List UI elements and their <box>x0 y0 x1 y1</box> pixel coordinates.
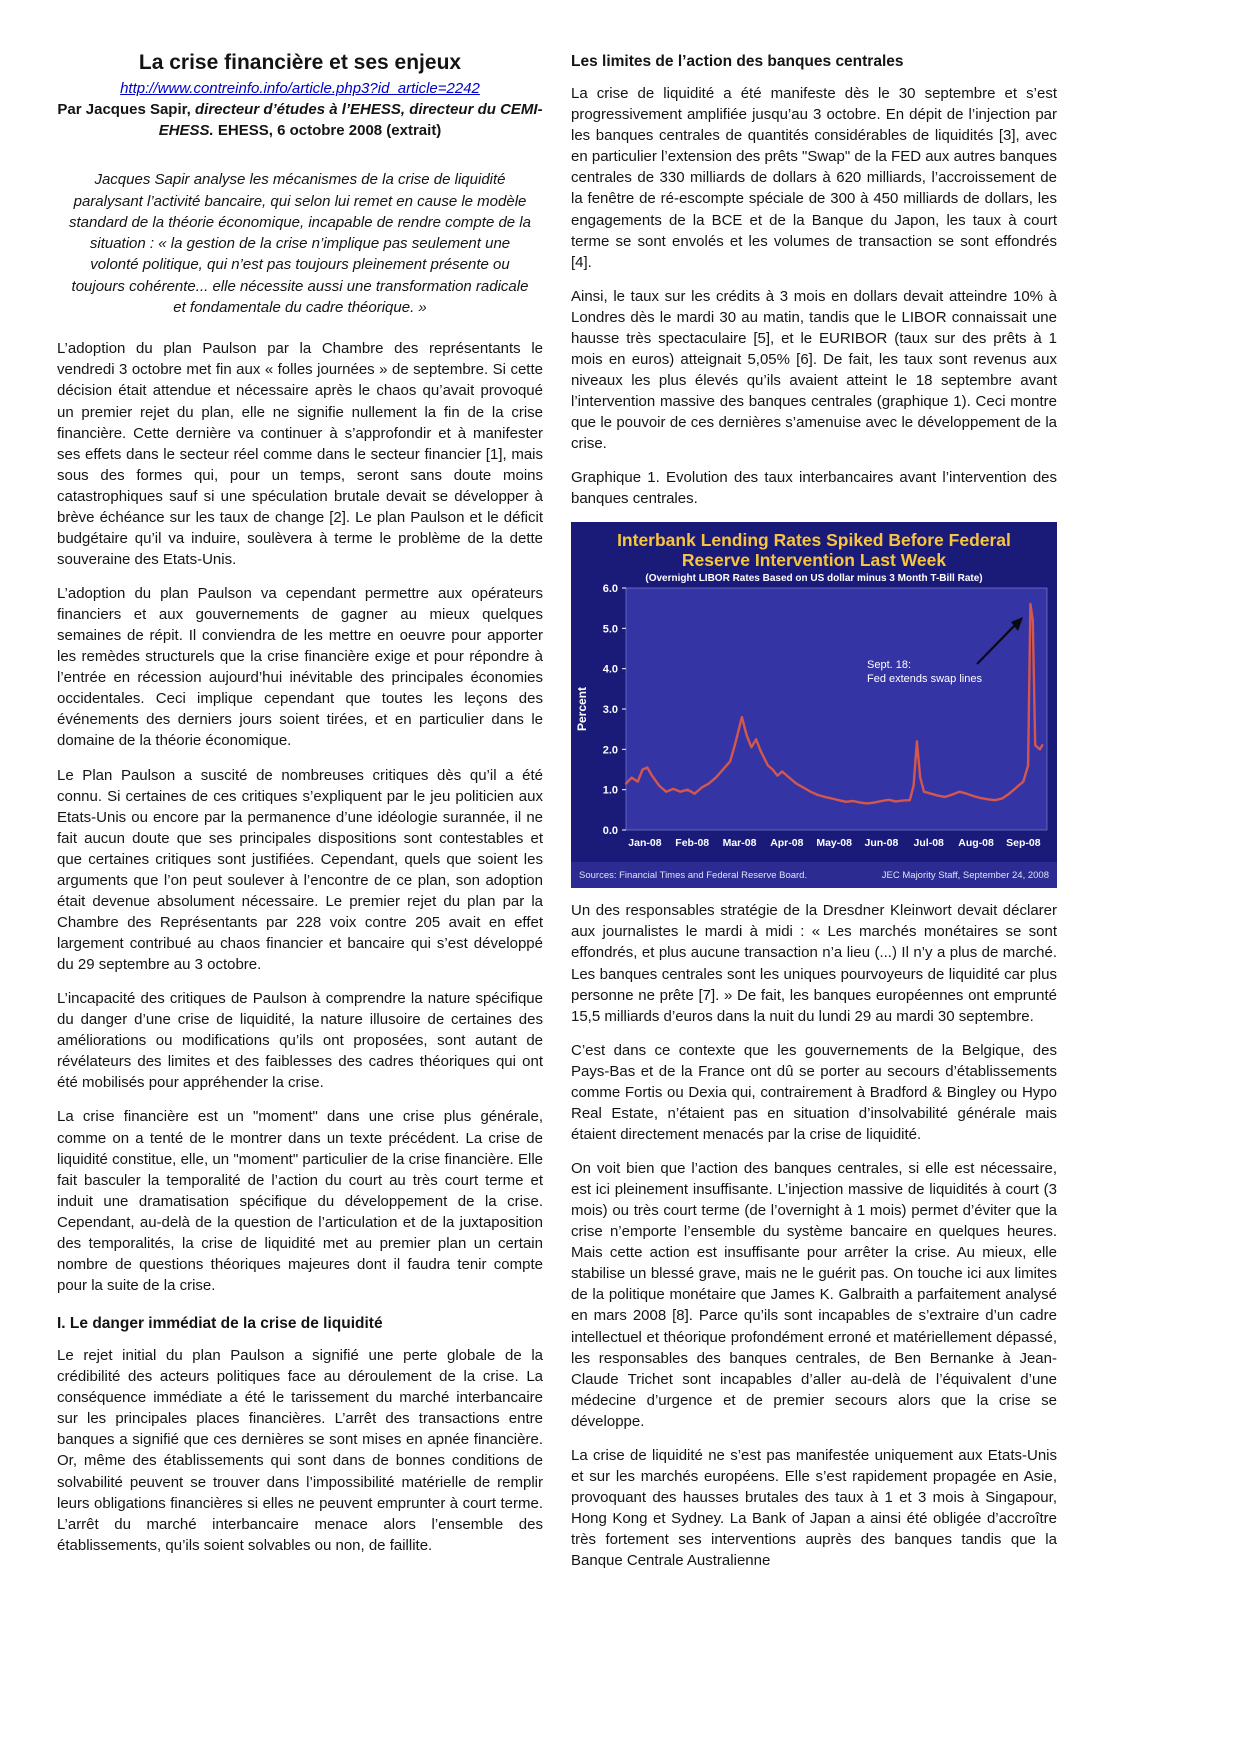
paragraph: L’adoption du plan Paulson par la Chambre des représentants le vendredi 3 octobre met fin aux « folles journées » de septembre. Si cette décision était attendue et nécessaire après le chaos qu’avait provoqué un premier rejet du plan, elle ne signifie nullement la fin de la crise financière. Cette dernière va continuer à s’approfondir et à manifester ses effets dans le secteur réel comme dans le secteur financier [1], mais sous des formes qui, pour un temps, seront sans doute moins catastrophiques sauf si une spéculation brutale devait se développer à brève échéance sur les taux de change [2]. Le plan Paulson et le déficit budgétaire qu’il va induire, soulèvera à terme le problème de la dette souveraine des Etats-Unis. <box>57 340 543 568</box>
chart-title-line1: Interbank Lending Rates Spiked Before Federal <box>617 530 1011 551</box>
article-url-link[interactable]: http://www.contreinfo.info/article.php3?id_article=2242 <box>120 80 480 98</box>
svg-text:1.0: 1.0 <box>602 784 618 797</box>
section-heading-central-banks-limits: Les limites de l’action des banques centrales <box>571 53 904 70</box>
byline-date: EHESS, 6 octobre 2008 (extrait) <box>213 122 442 140</box>
svg-text:4.0: 4.0 <box>602 663 618 676</box>
interbank-chart <box>571 522 1057 888</box>
svg-text:Jun-08: Jun-08 <box>864 837 899 850</box>
byline-author: Par Jacques Sapir, <box>57 101 191 119</box>
svg-text:Sep-08: Sep-08 <box>1006 837 1041 850</box>
paragraph: La crise financière est un "moment" dans une crise plus générale, comme on a tenté de le montrer dans un texte précédent. La crise de liquidité constitue, elle, un "moment" particulier de la crise financière. Elle fait basculer la temporalité de l’action du court au très court terme et induit une dramatisation spécifique du développement de la crise. Cependant, au-delà de la question de l’articulation et de la juxtaposition des temporalités, la crise de liquidité met au premier plan un certain nombre de questions théoriques majeures dont il faudra tenir compte pour la suite de la crise. <box>57 1108 543 1294</box>
article-byline <box>57 99 543 141</box>
article-abstract: Jacques Sapir analyse les mécanismes de la crise de liquidité paralysant l’activité bancaire, qui selon lui remet en cause le modèle standard de la théorie économique, incapable de rendre compte de la situation : « la gestion de la crise n’implique pas seulement une volonté politique, qui n’est pas toujours pleinement présente ou toujours cohérente... elle nécessite aussi une transformation radicale et fondamentale du cadre théorique. » <box>69 171 531 317</box>
section-heading-liquidity-danger: I. Le danger immédiat de la crise de liquidité <box>57 1315 383 1333</box>
paragraph: On voit bien que l’action des banques centrales, si elle est nécessaire, est ici pleinement insuffisante. L’injection massive de liquidités à court (3 mois) ou très court terme (de l’overnight à 1 mois) permet d’éviter que la crise n’emporte l’ensemble du système bancaire en quelques heures. Mais cette action est insuffisante pour arrêter la crise. Au mieux, elle stabilise un blessé grave, mais ne le guérit pas. On touche ici aux limites de la politique monétaire que James K. Galbraith a parfaitement analysé en mars 2008 [8]. Parce qu’ils sont incapables de s’extraire d’un cadre intellectuel et théorique profondément erroné et matériellement dépassé, les responsables des banques centrales, de Ben Bernanke à Jean-Claude Trichet sont incapables d’aller au-delà de l’équivalent d’une médecine d’urgence et de premier secours alors que la crise se développe. <box>571 1160 1057 1430</box>
article-url-row <box>57 80 543 97</box>
two-column-layout <box>57 44 1057 1584</box>
paragraph: Le Plan Paulson a suscité de nombreuses critiques dès qu’il a été connu. Si certaines de ces critiques s’expliquent par le jeu politicien aux Etats-Unis ou encore par la permanence d’une idéologie surannée, il ne fait aucun doute que ses principales dispositions sont contestables et que certaines critiques sont justifiées. Cependant, quels que soient les arguments que l’on peut soulever à l’encontre de ce plan, son adoption était devenue absolument nécessaire. Le premier rejet du plan par la Chambre des Représentants par 228 voix contre 205 avait en effet largement contribué au chaos financier et bancaire qui s’est développé du 29 septembre au 3 octobre. <box>57 766 543 974</box>
svg-text:Feb-08: Feb-08 <box>675 837 710 850</box>
annotation-line2: Fed extends swap lines <box>867 673 982 686</box>
svg-text:Mar-08: Mar-08 <box>722 837 757 850</box>
article-title: La crise financière et ses enjeux <box>138 51 462 74</box>
paragraph: L’adoption du plan Paulson va cependant permettre aux opérateurs financiers et aux gouvernements de gagner au mieux quelques semaines de répit. Il conviendra de les mettre en oeuvre pour apporter les remèdes structurels que la crise financière exige et pour répondre à l’entrée en récession aujourd’hui inévitable des principales économies occidentales. Ceci implique cependant que toutes les leçons des événements des derniers jours soient tirées, et en particulier dans le domaine de la théorie économique. <box>57 585 543 750</box>
annotation-line1: Sept. 18: <box>867 659 912 672</box>
paragraph: Ainsi, le taux sur les crédits à 3 mois en dollars devait atteindre 10% à Londres dès le mardi 30 au matin, tandis que le LIBOR connaissait une hausse très spectaculaire [5], et le EURIBOR (taux sur des prêts à 1 mois en euros) atteignait 5,05% [6]. De fait, les taux sont revenus aux niveaux les plus élevés qu’ils avaient atteint le 18 septembre avant l’intervention massive des banques centrales (graphique 1). Ceci montre que le pouvoir de ces dernières s’amenuise avec le développement de la crise. <box>571 287 1057 453</box>
svg-text:5.0: 5.0 <box>602 623 618 636</box>
chart-title-line2: Reserve Intervention Last Week <box>681 550 947 571</box>
paragraph: La crise de liquidité a été manifeste dès le 30 septembre et s’est progressivement amplifiée jusqu’au 3 octobre. En dépit de l’injection par les banques centrales de quantités considérables de liquidités [3], avec en particulier l’extension des prêts "Swap" de la FED aux autres banques centrales de 330 milliards de dollars à 620 milliards, l’accroissement de la fenêtre de ré-escompte spéciale de 300 à 450 milliards de dollars, les engagements de la BCE et de la Banque du Japon, les taux à court terme se sont envolés et les volumes de transaction se sont effondrés [4]. <box>571 85 1057 271</box>
svg-text:3.0: 3.0 <box>602 704 618 717</box>
chart-source-left: Sources: Financial Times and Federal Reserve Board. <box>579 870 808 882</box>
paragraph: L’incapacité des critiques de Paulson à comprendre la nature spécifique du danger d’une crise de liquidité, la nature illusoire de certaines des améliorations ou modifications qu’ils ont proposées, sont autant de révélateurs des limites et des faiblesses des cadres théoriques qui ont été mobilisés pour appréhender la crise. <box>57 990 543 1092</box>
svg-text:0.0: 0.0 <box>602 825 618 838</box>
paragraph: Un des responsables stratégie de la Dresdner Kleinwort devait déclarer aux journalistes le mardi à midi : « Les marchés monétaires se sont effondrés, et plus aucune transaction n’a lieu (...) Il n’y a plus de marché. Les banques centrales sont les uniques pourvoyeurs de liquidité car plus personne ne prête [7]. » De fait, les banques européennes ont emprunté 15,5 milliards d’euros dans la nuit du lundi 29 au mardi 30 septembre. <box>571 902 1057 1025</box>
paragraph: Le rejet initial du plan Paulson a signifié une perte globale de la crédibilité des acteurs politiques face au déroulement de la crise. La conséquence immédiate a été le tarissement du marché interbancaire sur les principales places financières. L’arrêt des transactions entre banques a signifié que ces dernières se sont mises en apnée financière. Or, même des établissements qui sont dans de bonnes conditions de solvabilité peuvent se trouver dans l’impossibilité matérielle de remplir leurs obligations financières si elles ne peuvent emprunter à court terme. L’arrêt du marché interbancaire menace alors l’ensemble des établissements, qu’ils soient solvables ou non, de faillite. <box>57 1347 543 1554</box>
svg-text:May-08: May-08 <box>816 837 852 850</box>
svg-text:6.0: 6.0 <box>602 583 618 596</box>
chart-caption: Graphique 1. Evolution des taux interbancaires avant l’intervention des banques centrales. <box>571 469 1057 508</box>
chart-x-ticks <box>628 837 1040 849</box>
chart-figure <box>571 522 1057 888</box>
svg-text:Apr-08: Apr-08 <box>770 837 804 850</box>
chart-source-right: JEC Majority Staff, September 24, 2008 <box>881 870 1049 882</box>
paragraph: La crise de liquidité ne s’est pas manifestée uniquement aux Etats-Unis et sur les marchés européens. Elle s’est rapidement propagée en Asie, provoquant des hausses brutales des taux à 1 et 3 mois à Singapour, Hong Kong et Sydney. La Bank of Japan a ainsi été obligée d’accroître très fortement ses interventions auprès des banques tandis que la Banque Centrale Australienne <box>571 1446 1057 1570</box>
byline-role: directeur d’études à l’EHESS, directeur du CEMI-EHESS. <box>158 101 543 140</box>
svg-text:Jul-08: Jul-08 <box>913 837 944 850</box>
paragraph: C’est dans ce contexte que les gouvernements de la Belgique, des Pays-Bas et de la France ont dû se porter au secours d’établissements comme Fortis ou Dexia qui, contrairement à Bradford & Bingley ou Hypo Real Estate, n’étaient pas en situation d’insolvabilité générale mais étaient directement menacés par la crise de liquidité. <box>571 1041 1057 1143</box>
right-column <box>571 44 1057 1584</box>
chart-subtitle: (Overnight LIBOR Rates Based on US dollar minus 3 Month T-Bill Rate) <box>645 573 983 585</box>
chart-y-axis-label: Percent <box>575 687 589 732</box>
svg-text:Aug-08: Aug-08 <box>958 837 994 850</box>
chart-plot-area <box>626 588 1047 830</box>
left-column <box>57 44 543 1584</box>
svg-text:Jan-08: Jan-08 <box>628 837 662 850</box>
svg-text:2.0: 2.0 <box>602 744 618 757</box>
